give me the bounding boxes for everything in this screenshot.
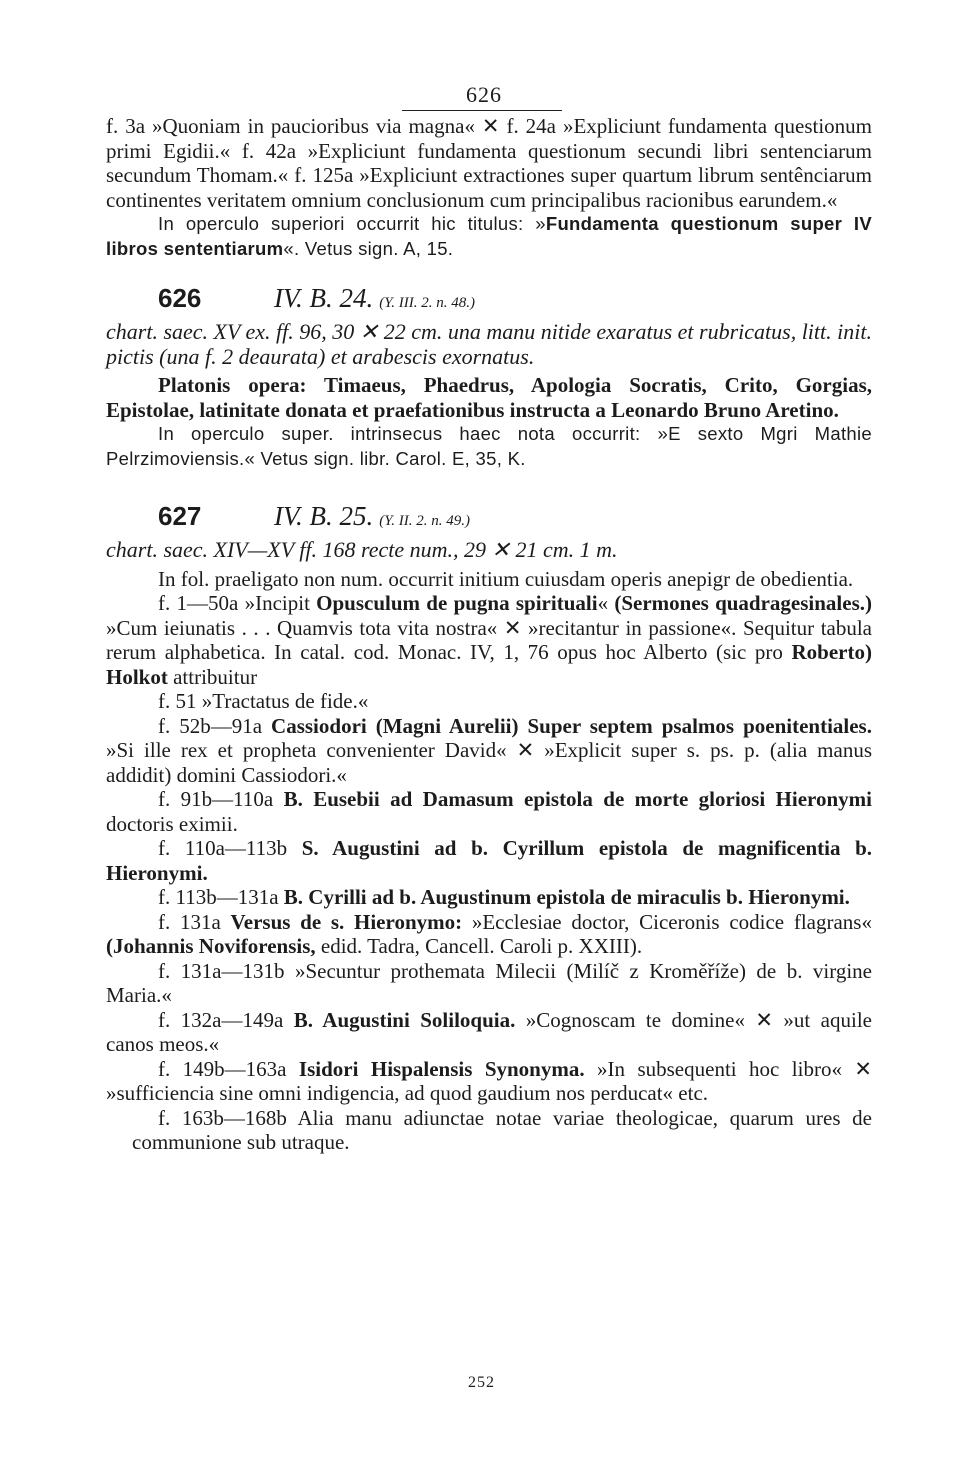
content-item xyxy=(106,885,872,910)
entry-626-heading xyxy=(106,283,872,314)
folio-range: f. 113b—131a xyxy=(158,885,284,909)
signature-mark: 252 xyxy=(468,1374,495,1391)
content-item xyxy=(106,787,872,836)
work-title: B. Augustini Soliloquia. xyxy=(293,1007,516,1032)
operculum-note xyxy=(106,212,872,261)
text-span: »Ecclesiae doctor, Ciceronis codice flagrans« xyxy=(462,909,872,934)
text-span: edid. Tadra, Cancell. Caroli p. XXIII). xyxy=(315,934,643,958)
shelfmark: IV. B. 25. xyxy=(274,501,374,531)
text-span: attribuitur xyxy=(167,664,258,689)
operculum-note-sign: «. Vetus sign. A, 15. xyxy=(283,237,454,259)
codicological-description: chart. saec. XIV—XV ff. 168 recte num., 29 ✕ 21 cm. 1 m. xyxy=(106,537,618,562)
shelfmark: IV. B. 24. xyxy=(274,283,374,313)
folio-range: f. 110a—113b xyxy=(158,836,302,860)
entry-number: 627 xyxy=(158,501,202,531)
text-span: « xyxy=(597,591,615,615)
entry-627-heading xyxy=(106,501,872,532)
work-title: B. Cyrilli ad b. Augustinum epistola de miraculis b. Hieronymi. xyxy=(283,885,850,909)
folio-range: f. 91b—110a xyxy=(158,787,284,811)
text-span: »Si ille rex et propheta convenienter David« ✕ »Explicit super s. ps. p. (alia manus addidit) domini Cassiodori.« xyxy=(106,738,872,787)
author-name: (Johannis Noviforensis, xyxy=(106,934,316,958)
work-title: Isidori Hispalensis Synonyma. xyxy=(298,1056,585,1081)
content-item xyxy=(106,591,872,689)
work-title: Cassiodori (Magni Aurelii) Super septem psalmos poenitentiales. xyxy=(271,713,872,738)
operculum-note-text: In operculo superiori occurrit hic titulus: » xyxy=(158,213,546,234)
work-title: Versus de s. Hieronymo: xyxy=(230,909,463,934)
running-head xyxy=(106,80,872,114)
author-name: Roberto) Holkot xyxy=(106,640,872,689)
page-number: 626 xyxy=(466,82,502,107)
work-title: B. Eusebii ad Damasum epistola de morte gloriosi Hieronymi xyxy=(283,787,872,811)
entry-title xyxy=(106,373,872,422)
content-item: f. 163b—168b Alia manu adiunctae notae variae theologicae, quarum ures de communione sub utraque. xyxy=(132,1105,872,1154)
content-item xyxy=(106,910,872,959)
text-span: »Cum ieiunatis . . . Quamvis tota vita nostra« ✕ »recitantur in passione«. Sequitur tabula rerum alphabetica. In catal. cod. Monac. IV, 1, 76 opus hoc Alberto (sic pro xyxy=(106,615,872,664)
old-shelfmark: (Y. III. 2. n. 48.) xyxy=(379,295,475,311)
header-rule xyxy=(402,110,562,111)
entry-number: 626 xyxy=(158,283,202,313)
catalogue-page xyxy=(106,80,872,1155)
text-span: doctoris eximii. xyxy=(106,811,238,836)
content-item: f. 51 »Tractatus de fide.« xyxy=(158,689,369,713)
entry-note: In operculo super. intrinsecus haec nota occurrit: »E sexto Mgri Mathie Pelrzimoviensis.« Vetus sign. libr. Carol. E, 35, K. xyxy=(106,423,872,469)
content-item: In fol. praeligato non num. occurrit initium cuiusdam operis anepigr de obedientia. xyxy=(158,566,854,591)
content-item xyxy=(106,1008,872,1057)
content-item xyxy=(106,714,872,788)
work-title: Opusculum de pugna spirituali xyxy=(316,591,598,615)
operculum-title: Fundamenta questionum super IV libros sententiarum xyxy=(106,213,873,259)
text-span: »In subsequenti hoc libro« ✕ »sufficiencia sine omni indigencia, ad quod gaudium nos perducat« etc. xyxy=(106,1056,872,1105)
folio-range: f. 52b—91a xyxy=(158,713,272,738)
folio-range: f. 1—50a »Incipit xyxy=(158,591,317,615)
folio-range: f. 132a—149a xyxy=(158,1007,294,1032)
folio-range: f. 149b—163a xyxy=(158,1056,299,1081)
content-item xyxy=(106,836,872,885)
entry-title-text: Platonis opera: Timaeus, Phaedrus, Apologia Socratis, Crito, Gorgias, Epistolae, latinitate donata et praefationibus instructa a Leonardo Bruno Aretino. xyxy=(106,373,872,422)
work-title: (Sermones quadragesinales.) xyxy=(614,591,873,615)
work-title: S. Augustini ad b. Cyrillum epistola de magnificentia b. Hieronymi. xyxy=(106,836,873,885)
continuation-paragraph: f. 3a »Quoniam in paucioribus via magna« ✕ f. 24a »Expliciunt fundamenta questionum primi Egidii.« f. 42a »Expliciunt fundamenta questionum secundi libri sentenciarum secundum Thomam.« f. 125a »Expliciunt extractiones super quartum librum sentênciarum continentes veritatem omnium conclusionum cum principalibus racionibus earundem.« xyxy=(106,114,872,212)
text-span: »Cognoscam te domine« ✕ »ut aquile canos meos.« xyxy=(106,1007,872,1056)
codicological-description: chart. saec. XV ex. ff. 96, 30 ✕ 22 cm. una manu nitide exaratus et rubricatus, litt. init. pictis (una f. 2 deaurata) et arabescis exornatus. xyxy=(106,319,872,369)
content-item xyxy=(106,1057,872,1106)
content-item: f. 131a—131b »Secuntur prothemata Milecii (Milíč z Kroměříže) de b. virgine Maria.« xyxy=(106,958,872,1007)
old-shelfmark: (Y. II. 2. n. 49.) xyxy=(379,513,470,529)
folio-range: f. 131a xyxy=(158,909,231,934)
